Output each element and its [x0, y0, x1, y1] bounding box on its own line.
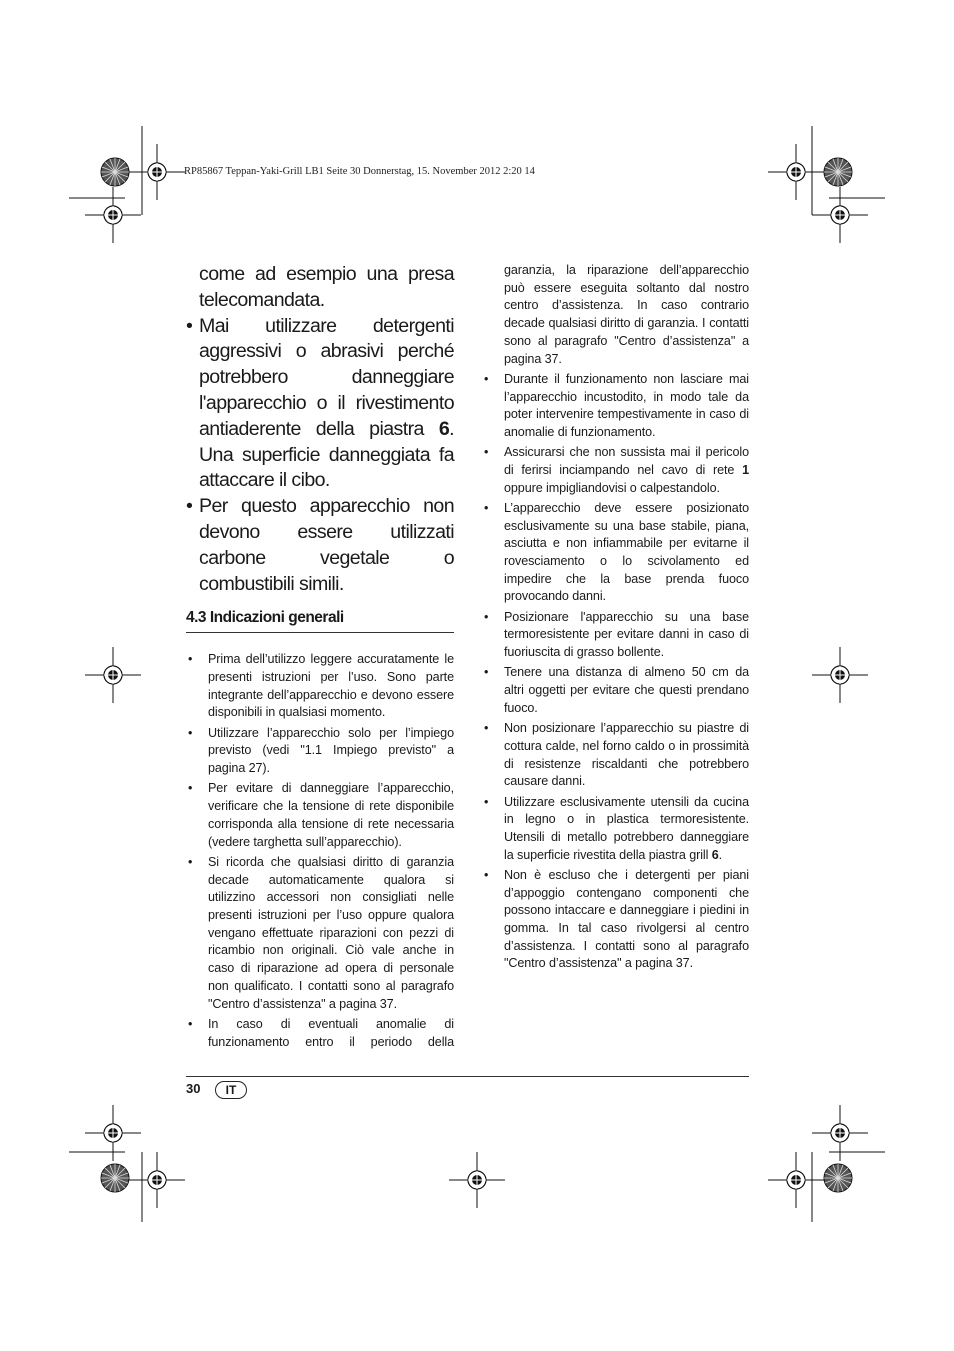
item-text: . Una superficie danneggiata fa attaccare il cibo.: [199, 417, 454, 492]
bullet: •: [188, 725, 193, 740]
list-item: [186, 725, 454, 778]
list-item: [186, 854, 454, 1013]
list-item: [482, 500, 749, 606]
item-ref-number: 6: [711, 847, 719, 862]
bullet: •: [484, 721, 489, 736]
item-text: Per questo apparecchio non devono essere utilizzati carbone vegetale o combustibili simili.: [199, 495, 454, 595]
item-ref-number: 6: [438, 417, 450, 440]
print-info-line: RP85867 Teppan-Yaki-Grill LB1 Seite 30 Donnerstag, 15. November 2012 2:20 14: [184, 166, 535, 177]
item-ref-number: 1: [742, 462, 749, 477]
section-title: 4.3 Indicazioni generali: [186, 609, 454, 633]
item-text: oppure impigliandovisi o calpestandolo.: [504, 480, 720, 495]
item-text: .: [718, 847, 722, 862]
item-text: Utilizzare esclusivamente utensili da cucina in legno o in plastica termoresistente. Utensili di metallo potrebbero danneggiare la superficie rivestita della piastra grill: [504, 794, 749, 862]
bullet: •: [484, 794, 489, 809]
bullet: •: [484, 371, 489, 386]
item-text: Utilizzare l’apparecchio solo per l’impiego previsto (vedi "1.1 Impiego previsto" a pagina 27).: [208, 725, 454, 776]
bullet: •: [484, 867, 489, 882]
bullet: •: [484, 609, 489, 624]
item-text: Durante il funzionamento non lasciare mai l’apparecchio incustodito, in modo tale da poter intervenire tempestivamente in caso di anomalie di funzionamento.: [504, 371, 749, 439]
list-item: [482, 371, 749, 442]
list-continuation: garanzia, la riparazione dell’apparecchio può essere eseguita soltanto dal nostro centro d’assistenza. In caso contrario decade qualsiasi diritto di garanzia. I contatti sono al paragrafo "Centro d’assistenza" a pagina 37.: [504, 263, 749, 366]
item-text: L’apparecchio deve essere posizionato esclusivamente su una base stabile, piana, asciutta e non infiammabile per evitarne il rovesciamento o lo scivolamento ed impedire che la base prenda fuoco provocando danni.: [504, 500, 749, 604]
item-text: Tenere una distanza di almeno 50 cm da altri oggetti per evitare che questi prendano fuoco.: [504, 665, 749, 715]
bullet: •: [188, 781, 193, 796]
large-list-item: [186, 494, 454, 597]
bullet: •: [186, 495, 193, 518]
list-item: [482, 794, 749, 865]
list-item: [482, 867, 749, 973]
list-item: [482, 444, 749, 497]
general-notes-list-continued: [482, 371, 749, 973]
list-item: [482, 720, 749, 791]
general-notes-list: [186, 651, 454, 1051]
bullet: •: [186, 314, 193, 337]
list-item: [186, 1016, 454, 1051]
large-list-item: [186, 314, 454, 495]
item-text: Non è escluso che i detergenti per piani d’appoggio contengano componenti che possono intaccare e danneggiare i piedini in gomma. In tal caso rivolgersi al centro d’assistenza. I contatti sono al paragrafo "Centro d’assistenza" a pagina 37.: [504, 867, 749, 971]
item-text: In caso di eventuali anomalie di funzionamento entro il periodo della: [208, 1016, 454, 1049]
list-item: [186, 651, 454, 722]
item-text: Posizionare l'apparecchio su una base termoresistente per evitare danni in caso di fuoriuscita di grasso bollente.: [504, 609, 749, 660]
page-number: 30: [186, 1081, 201, 1096]
bullet: •: [484, 445, 489, 460]
item-text: Prima dell’utilizzo leggere accuratamente le presenti istruzioni per l’uso. Sono parte integrante dell’apparecchio e devono essere disponibili in qualsiasi momento.: [208, 652, 454, 720]
footer-rule: [186, 1076, 749, 1077]
bullet: •: [188, 652, 193, 667]
item-text: Per evitare di danneggiare l’apparecchio, verificare che la tensione di rete disponibile corrisponda alla tensione di rete necessaria (vedere targhetta sull’apparecchio).: [208, 781, 454, 849]
large-warnings: [186, 262, 454, 597]
item-text: Assicurarsi che non sussista mai il pericolo di ferirsi inciampando nel cavo di rete: [504, 445, 749, 477]
list-item: [482, 664, 749, 717]
item-text: Mai utilizzare detergenti aggressivi o abrasivi perché potrebbero danneggiare l'apparecchio o il rivestimento antiaderente della piastra: [199, 314, 454, 440]
bullet: •: [188, 1016, 193, 1031]
item-text: Non posizionare l’apparecchio su piastre di cottura calde, nel forno caldo o in prossimità di resistenze riscaldanti che potrebbero causare danni.: [504, 721, 749, 789]
language-badge: IT: [215, 1081, 247, 1099]
left-column: [186, 262, 454, 1054]
bullet: •: [484, 665, 489, 680]
bullet: •: [484, 500, 489, 515]
list-item: [186, 780, 454, 851]
large-continuation: come ad esempio una presa telecomandata.: [199, 263, 454, 311]
right-column: [482, 262, 749, 976]
bullet: •: [188, 854, 193, 869]
item-text: Si ricorda che qualsiasi diritto di garanzia decade automaticamente qualora si utilizzino accessori non consigliati nelle presenti istruzioni per l’uso oppure qualora vengano effettuate riparazioni con pezzi di ricambio non originali. Ciò vale anche in caso di riparazione ad opera di personale non qualificato. I contatti sono al paragrafo "Centro d’assistenza" a pagina 37.: [208, 854, 454, 1011]
list-item: [482, 609, 749, 662]
